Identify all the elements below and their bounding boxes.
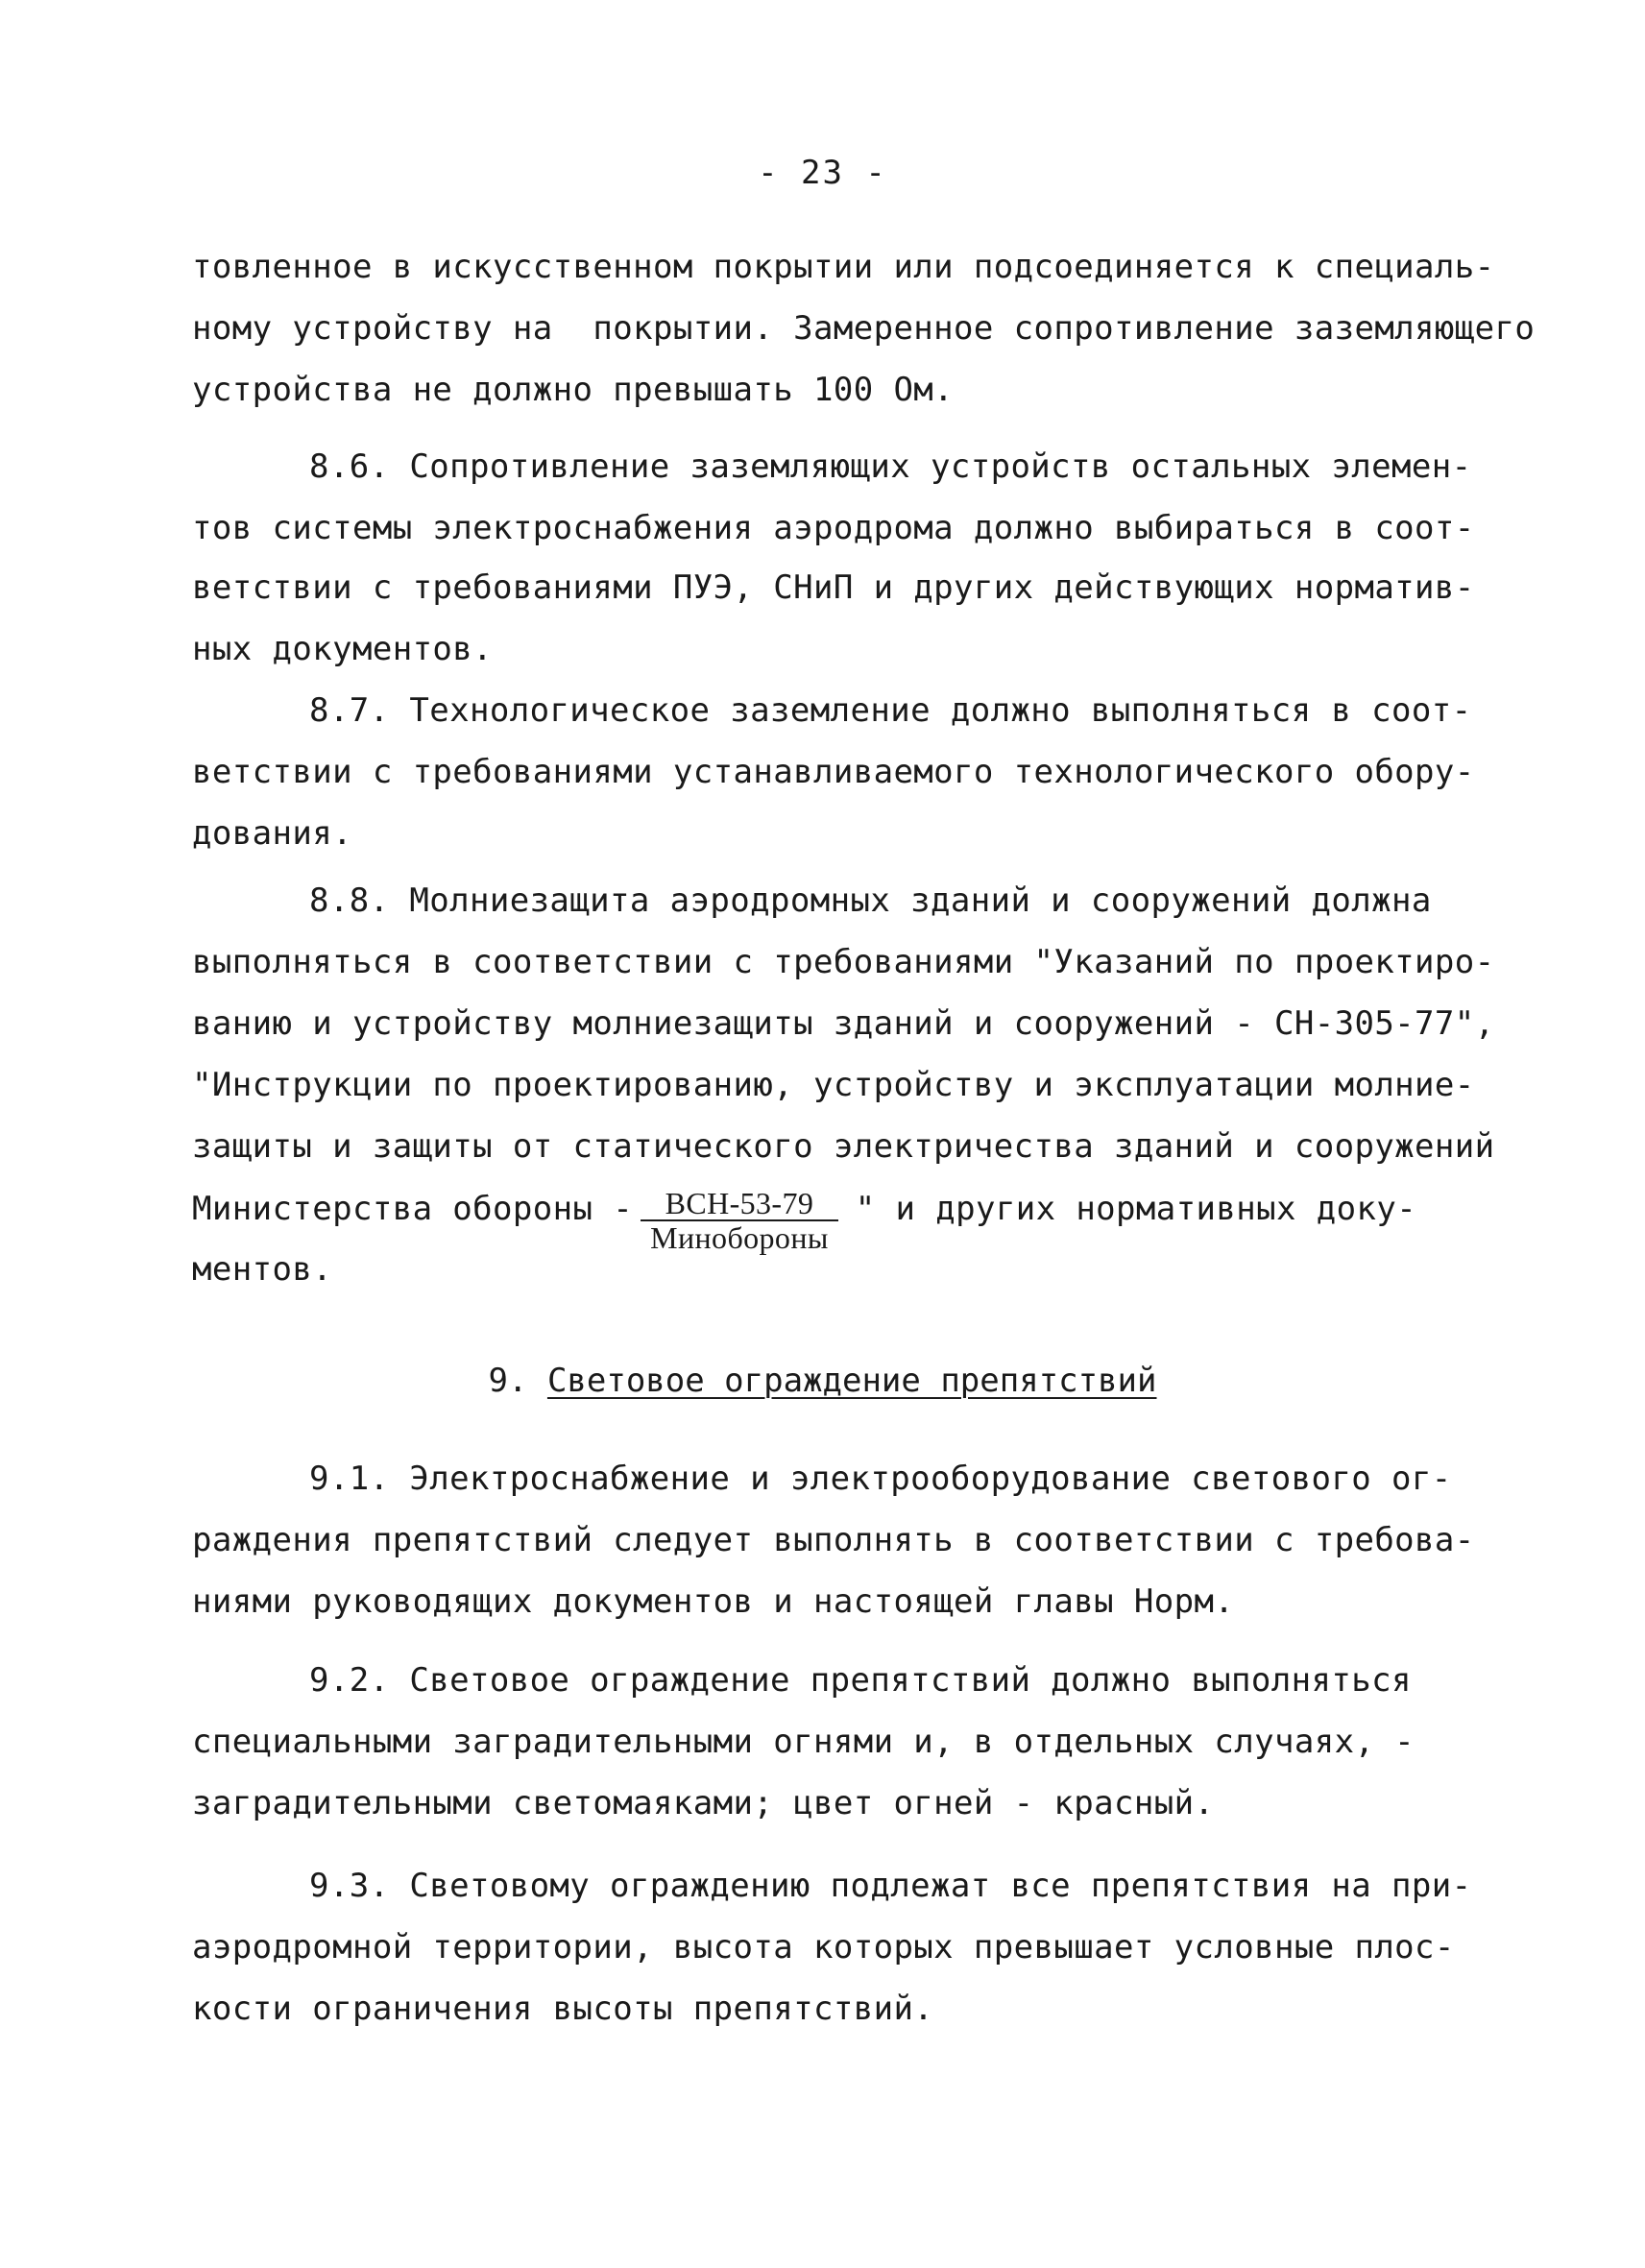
paragraph-8-8-fraction-line xyxy=(192,1187,1416,1254)
paragraph-9-1-line: 9.1. Электроснабжение и электрооборудование светового ог- xyxy=(309,1460,1452,1498)
paragraph-9-3-line: кости ограничения высоты препятствий. xyxy=(192,1990,934,2028)
paragraph-8-6-line: 8.6. Сопротивление заземляющих устройств остальных элемен- xyxy=(309,447,1472,486)
paragraph-8-8-line: 8.8. Молниезащита аэродромных зданий и сооружений должна xyxy=(309,881,1432,920)
paragraph-9-3-line: 9.3. Световому ограждению подлежат все препятствия на при- xyxy=(309,1867,1472,1905)
text-line: устройства не должно превышать 100 Ом. xyxy=(192,371,955,409)
paragraph-9-1-line: ниями руководящих документов и настоящей главы Норм. xyxy=(192,1582,1235,1621)
paragraph-8-6-line: тов системы электроснабжения аэродрома должно выбираться в соот- xyxy=(192,509,1475,547)
paragraph-8-8-line: ментов. xyxy=(192,1250,333,1289)
fraction-numerator: ВСН-53-79 xyxy=(641,1187,838,1221)
paragraph-8-8-line: выполняться в соответствии с требованиями "Указаний по проектиро- xyxy=(192,943,1495,981)
text-line: товленное в искусственном покрытии или подсоединяется к специаль- xyxy=(192,248,1495,286)
paragraph-8-6-line: ветствии с требованиями ПУЭ, СНиП и других действующих норматив- xyxy=(192,568,1475,607)
section-number: 9. xyxy=(488,1362,528,1400)
paragraph-8-7-line: 8.7. Технологическое заземление должно выполняться в соот- xyxy=(309,691,1472,730)
paragraph-8-8-line: защиты и защиты от статического электричества зданий и сооружений xyxy=(192,1127,1495,1166)
document-code-fraction xyxy=(641,1187,838,1254)
fraction-line-after: " и других нормативных доку- xyxy=(855,1190,1417,1228)
paragraph-9-2-line: 9.2. Световое ограждение препятствий должно выполняться xyxy=(309,1661,1412,1700)
section-title: Световое ограждение препятствий xyxy=(546,1362,1157,1400)
paragraph-9-2-line: специальными заградительными огнями и, в отдельных случаях, - xyxy=(192,1723,1415,1761)
paragraph-8-6-line: ных документов. xyxy=(192,630,494,668)
paragraph-8-8-line: ванию и устройству молниезащиты зданий и сооружений - СН-305-77", xyxy=(192,1004,1495,1043)
paragraph-9-1-line: раждения препятствий следует выполнять в соответствии с требова- xyxy=(192,1521,1475,1559)
paragraph-9-3-line: аэродромной территории, высота которых превышает условные плос- xyxy=(192,1928,1455,1966)
section-heading xyxy=(0,1362,1645,1400)
paragraph-8-7-line: дования. xyxy=(192,814,352,853)
text-line: ному устройству на покрытии. Замеренное сопротивление заземляющего xyxy=(192,309,1536,348)
paragraph-9-2-line: заградительными светомаяками; цвет огней - красный. xyxy=(192,1784,1215,1822)
fraction-line-before: Министерства обороны - xyxy=(192,1190,634,1228)
fraction-denominator: Минобороны xyxy=(650,1220,829,1255)
paragraph-8-8-line: "Инструкции по проектированию, устройству и эксплуатации молние- xyxy=(192,1066,1475,1104)
paragraph-8-7-line: ветствии с требованиями устанавливаемого технологического обору- xyxy=(192,753,1475,791)
page-number: - 23 - xyxy=(758,154,887,192)
